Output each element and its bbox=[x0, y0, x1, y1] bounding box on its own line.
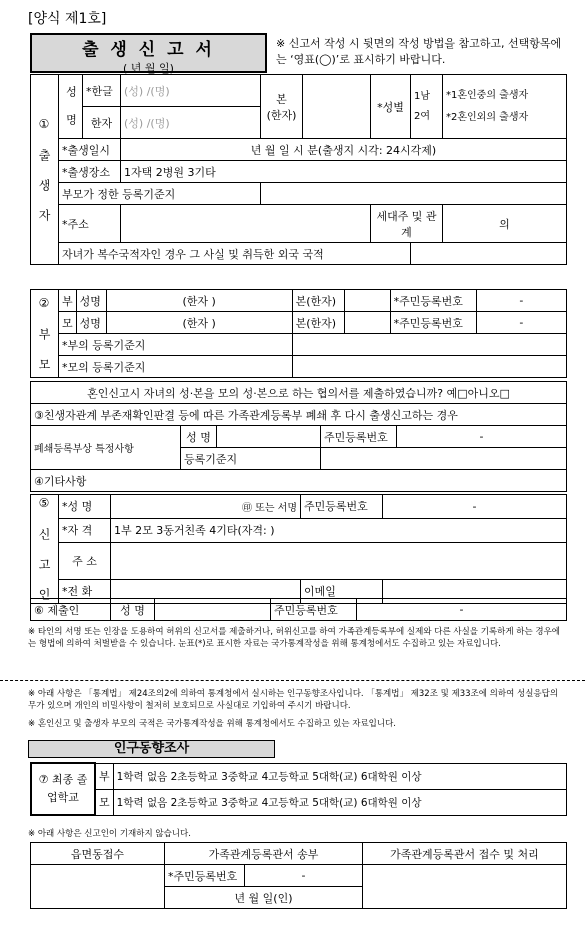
father-label: 부 bbox=[59, 290, 77, 312]
mother-registry-label: *모의 등록기준지 bbox=[59, 356, 293, 378]
father-registry-field[interactable] bbox=[292, 334, 566, 356]
section3-name-field[interactable] bbox=[217, 426, 321, 448]
survey-father-label: 부 bbox=[95, 763, 113, 789]
survey-mother-options[interactable]: 1학력 없음 2초등학교 3중학교 4고등학교 5대학(교) 6대학원 이상 bbox=[113, 789, 566, 815]
marriage-outside-option[interactable]: *2혼인외의 출생자 bbox=[446, 111, 529, 123]
instruction-text: ※ 신고서 작성 시 뒷면의 작성 방법을 참고하고, 선택항목에는 ‘영표(◯)’로 표시하기 바랍니다. bbox=[276, 37, 562, 66]
householder-label: 세대주 및 관계 bbox=[371, 205, 443, 243]
survey-label: ⑦ 최종 졸업학교 bbox=[31, 763, 95, 815]
father-registry-label: *부의 등록기준지 bbox=[59, 334, 293, 356]
note-2: ※ 아래 사항은 「통계법」 제24조의2에 의하여 통계청에서 실시하는 인구동향조사입니다. 「통계법」 제32조 및 제33조에 의하여 성실응답의무가 있으며 개인의 비밀사항이 철저히 보호되므로 사실대로 기입하여 주시기 바랍니다. bbox=[28, 689, 559, 711]
father-bon-label: 본(한자) bbox=[292, 290, 344, 312]
survey-mother-label: 모 bbox=[95, 789, 113, 815]
section3-registry-field[interactable] bbox=[321, 448, 567, 470]
registry-field[interactable] bbox=[261, 183, 567, 205]
birth-field[interactable]: 년 월 일 시 분(출생지 시각: 24시각제) bbox=[121, 139, 567, 161]
reporter-qual-label: *자 격 bbox=[59, 518, 111, 542]
reporter-address-field[interactable] bbox=[111, 542, 567, 579]
father-id-label: *주민등록번호 bbox=[390, 290, 476, 312]
office-col2: 가족관계등록관서 송부 bbox=[165, 843, 363, 865]
father-name-label: 성명 bbox=[76, 290, 106, 312]
submitter-id-label: 주민등록번호 bbox=[271, 599, 357, 621]
mother-id-field[interactable]: - bbox=[476, 312, 566, 334]
form-title: 출 생 신 고 서 bbox=[82, 40, 215, 60]
note-4: ※ 아래 사항은 신고인이 기재하지 않습니다. bbox=[28, 829, 191, 839]
father-bon-field[interactable] bbox=[344, 290, 390, 312]
submitter-name-field[interactable] bbox=[155, 599, 271, 621]
sex-male-option[interactable]: 1남 bbox=[414, 90, 431, 102]
reporter-sign-field[interactable]: ㊞ 또는 서명 bbox=[111, 495, 301, 519]
name-label: 성 명 bbox=[64, 86, 78, 127]
parents-table bbox=[30, 289, 567, 378]
office-cell1[interactable] bbox=[31, 865, 165, 909]
hangul-label: *한글 bbox=[83, 75, 121, 107]
householder-field[interactable]: 의 bbox=[443, 205, 567, 243]
sex-female-option[interactable]: 2여 bbox=[414, 110, 431, 122]
reporter-table bbox=[30, 494, 567, 604]
father-id-field[interactable]: - bbox=[476, 290, 566, 312]
section3-id-label: 주민등록번호 bbox=[321, 426, 397, 448]
multinational-label: 자녀가 복수국적자인 경우 그 사실 및 취득한 외국 국적 bbox=[59, 243, 411, 265]
section3-label: 폐쇄등록부상 특정사항 bbox=[31, 426, 181, 470]
reporter-email-label: 이메일 bbox=[301, 579, 383, 603]
title-box bbox=[30, 33, 267, 73]
marriage-inside-option[interactable]: *1혼인중의 출생자 bbox=[446, 89, 529, 101]
submitter-id-field[interactable]: - bbox=[357, 599, 567, 621]
place-label: *출생장소 bbox=[59, 161, 121, 183]
place-options[interactable]: 1자택 2병원 3기타 bbox=[121, 161, 567, 183]
agreement-question[interactable]: 혼인신고시 자녀의 성·본을 모의 성·본으로 하는 협의서를 제출하였습니까? 예□아니오□ bbox=[31, 382, 567, 404]
survey-title: 인구동향조사 bbox=[28, 740, 275, 758]
office-table bbox=[30, 842, 567, 909]
title-date-line: ( 년 월 일) bbox=[123, 62, 174, 75]
reporter-section-label: ⑤ 신 고 인 bbox=[37, 496, 51, 602]
office-id-field[interactable]: - bbox=[245, 865, 363, 887]
middle-table bbox=[30, 381, 567, 492]
section3-title: ③친생자관계 부존재확인판결 등에 따른 가족관계등록부 폐쇄 후 다시 출생신고하는 경우 bbox=[31, 404, 567, 426]
bon-label: 본 (한자) bbox=[261, 75, 303, 139]
birth-label: *출생일시 bbox=[59, 139, 121, 161]
father-name-field[interactable]: (한자 ) bbox=[106, 290, 292, 312]
reporter-name-label: *성 명 bbox=[59, 495, 111, 519]
mother-bon-field[interactable] bbox=[344, 312, 390, 334]
mother-label: 모 bbox=[59, 312, 77, 334]
child-table bbox=[30, 74, 567, 265]
note-3: ※ 혼인신고 및 출생자 부모의 국적은 국가통계작성을 위해 통계청에서도 수집하고 있는 자료입니다. bbox=[28, 719, 396, 729]
reporter-address-label: 주 소 bbox=[59, 542, 111, 579]
address-label: *주소 bbox=[59, 205, 121, 243]
submitter-table bbox=[30, 598, 567, 621]
office-cell3[interactable] bbox=[362, 865, 566, 909]
submitter-section-label: ⑥ 제출인 bbox=[31, 599, 111, 621]
mother-registry-field[interactable] bbox=[292, 356, 566, 378]
hangul-name-field[interactable]: (성) /(명) bbox=[121, 75, 261, 107]
office-date-field[interactable]: 년 월 일(인) bbox=[165, 887, 363, 909]
section4-label[interactable]: ④기타사항 bbox=[31, 470, 567, 492]
reporter-id-field[interactable]: - bbox=[383, 495, 567, 519]
reporter-qual-options[interactable]: 1부 2모 3동거친족 4기타(자격: ) bbox=[111, 518, 567, 542]
registry-label: 부모가 정한 등록기준지 bbox=[59, 183, 261, 205]
mother-bon-label: 본(한자) bbox=[292, 312, 344, 334]
bon-field[interactable] bbox=[303, 75, 371, 139]
office-col3: 가족관계등록관서 접수 및 처리 bbox=[362, 843, 566, 865]
address-field[interactable] bbox=[121, 205, 371, 243]
reporter-id-label: 주민등록번호 bbox=[301, 495, 383, 519]
section3-id-field[interactable]: - bbox=[397, 426, 567, 448]
child-section-label: ① 출 생 자 bbox=[37, 116, 51, 223]
office-col1: 읍면동접수 bbox=[31, 843, 165, 865]
section3-name-label: 성 명 bbox=[181, 426, 217, 448]
submitter-name-label: 성 명 bbox=[111, 599, 155, 621]
note-1: ※ 타인의 서명 또는 인장을 도용하여 허위의 신고서를 제출하거나, 허위신고를 하여 가족관계등록부에 실제와 다른 사실을 기록하게 하는 경우에는 형법에 의하여 처벌받을 수 있습니다. 눈표(*)로 표시한 자료는 국가통계작성을 위해 통계청에서도 수집하고 있는 자료입니다. bbox=[28, 627, 560, 649]
parents-section-label: ② 부 모 bbox=[37, 295, 51, 372]
hanja-label: 한자 bbox=[83, 107, 121, 139]
mother-id-label: *주민등록번호 bbox=[390, 312, 476, 334]
reporter-phone-label: *전 화 bbox=[59, 579, 111, 603]
form-tag: [양식 제1호] bbox=[28, 11, 107, 27]
sex-label: *성별 bbox=[371, 75, 411, 139]
survey-table bbox=[30, 762, 567, 816]
multinational-field[interactable] bbox=[411, 243, 567, 265]
office-id-label: *주민등록번호 bbox=[165, 865, 245, 887]
mother-name-label: 성명 bbox=[76, 312, 106, 334]
cut-line bbox=[0, 680, 585, 681]
survey-father-options[interactable]: 1학력 없음 2초등학교 3중학교 4고등학교 5대학(교) 6대학원 이상 bbox=[113, 763, 566, 789]
mother-name-field[interactable]: (한자 ) bbox=[106, 312, 292, 334]
section3-registry-label: 등록기준지 bbox=[181, 448, 321, 470]
hanja-name-field[interactable]: (성) /(명) bbox=[121, 107, 261, 139]
